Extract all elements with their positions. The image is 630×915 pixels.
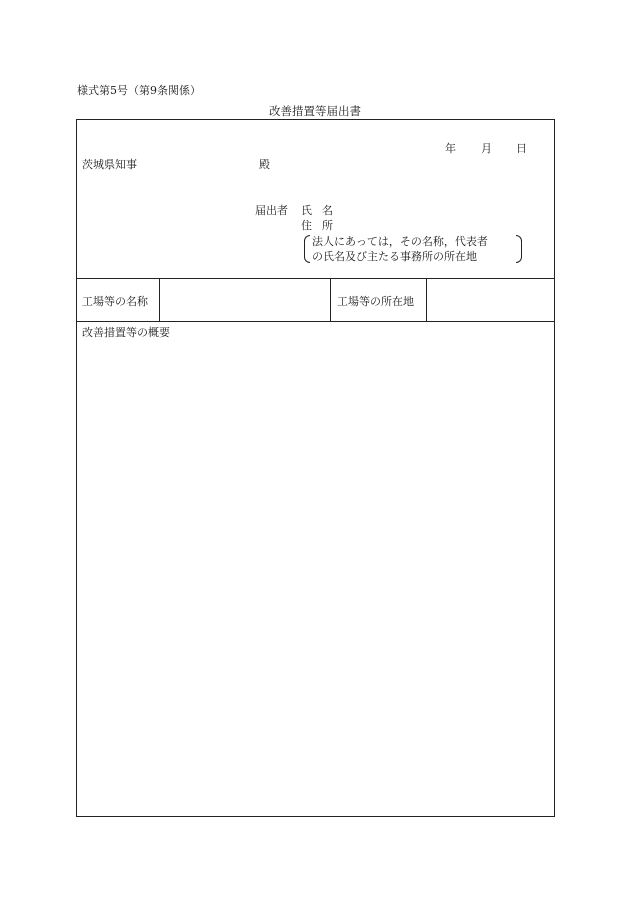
corporation-note-line2: の氏名及び主たる事務所の所在地 <box>312 250 477 263</box>
date-year-label: 年 <box>445 142 456 155</box>
factory-name-cell-divider <box>159 278 160 321</box>
honorific: 殿 <box>259 158 270 171</box>
factory-location-label-divider <box>330 278 331 321</box>
improvement-summary-field[interactable] <box>82 344 548 810</box>
corporation-note-line1: 法人にあっては，その名称，代表者 <box>312 235 488 248</box>
date-day-label: 日 <box>516 142 527 155</box>
notifier-label: 届出者 <box>255 204 288 217</box>
document-title: 改善措置等届出書 <box>269 104 361 118</box>
right-bracket <box>516 235 522 263</box>
factory-name-label: 工場等の名称 <box>82 295 148 308</box>
address-label: 住所 <box>301 219 343 232</box>
left-bracket <box>304 235 310 263</box>
date-month-label: 月 <box>481 142 492 155</box>
notice-section-divider <box>76 278 555 279</box>
addressee: 茨城県知事 <box>82 158 137 171</box>
factory-location-label: 工場等の所在地 <box>337 295 414 308</box>
name-label: 氏名 <box>301 204 343 217</box>
factory-location-cell-divider <box>426 278 427 321</box>
form-number-label: 様式第5号（第9条関係） <box>77 84 201 97</box>
improvement-summary-label: 改善措置等の概要 <box>82 326 170 339</box>
factory-row-divider <box>76 321 555 322</box>
